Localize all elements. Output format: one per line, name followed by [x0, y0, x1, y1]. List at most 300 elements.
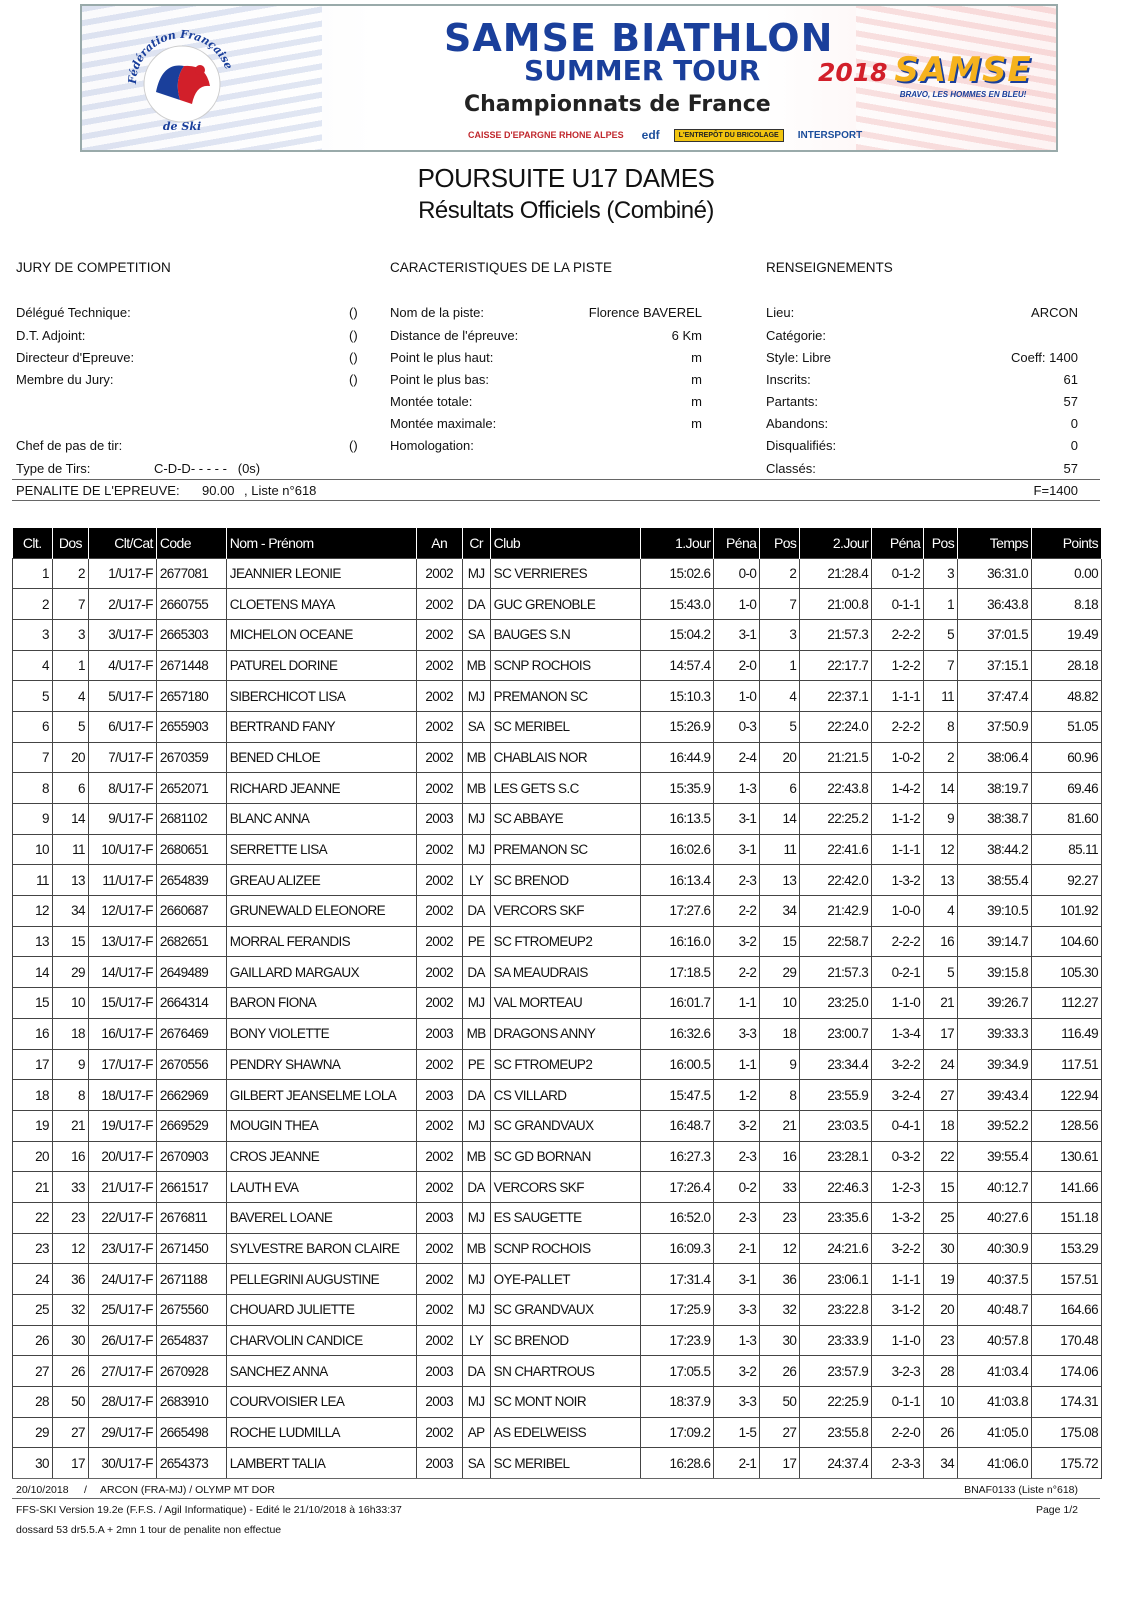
info-label: Abandons: [766, 416, 829, 431]
points-cell: 8.18 [1031, 589, 1101, 620]
club-cell: SC GRANDVAUX [490, 1295, 640, 1326]
rank-cell: 11 [13, 865, 53, 896]
licence-code-cell: 2662969 [156, 1080, 226, 1111]
rank-cell: 18 [13, 1080, 53, 1111]
day2-time-cell: 23:00.7 [800, 1018, 872, 1049]
rank-category-cell: 19/U17-F [88, 1110, 156, 1141]
day2-time-cell: 22:37.1 [800, 681, 872, 712]
club-cell: SCNP ROCHOIS [490, 1233, 640, 1264]
points-cell: 0.00 [1031, 558, 1101, 589]
birth-year-cell: 2002 [416, 1325, 462, 1356]
table-row [13, 650, 1102, 681]
birth-year-cell: 2003 [416, 1018, 462, 1049]
day2-penalties-cell: 1-3-4 [872, 1018, 924, 1049]
club-cell: SC BRENOD [490, 1325, 640, 1356]
club-cell: VERCORS SKF [490, 896, 640, 927]
committee-cell: AP [462, 1417, 490, 1448]
jury-value: () [349, 350, 358, 365]
athlete-name-cell: BONY VIOLETTE [226, 1018, 416, 1049]
day2-time-cell: 23:34.4 [800, 1049, 872, 1080]
total-time-cell: 39:52.2 [958, 1110, 1032, 1141]
svg-text:Fédération Française: Fédération Française [125, 27, 236, 85]
day1-penalties-cell: 2-0 [714, 650, 760, 681]
jury-label: D.T. Adjoint: [16, 328, 86, 343]
day2-penalties-cell: 3-1-2 [872, 1295, 924, 1326]
rank-category-cell: 1/U17-F [88, 558, 156, 589]
rank-cell: 30 [13, 1448, 53, 1479]
licence-code-cell: 2681102 [156, 804, 226, 835]
table-row [13, 1141, 1102, 1172]
day1-penalties-cell: 2-3 [714, 1141, 760, 1172]
rank-category-cell: 3/U17-F [88, 619, 156, 650]
club-cell: LES GETS S.C [490, 773, 640, 804]
rank-category-cell: 20/U17-F [88, 1141, 156, 1172]
day2-position-cell: 3 [924, 558, 958, 589]
bib-cell: 18 [52, 1018, 88, 1049]
total-time-cell: 40:12.7 [958, 1172, 1032, 1203]
day2-time-cell: 23:55.8 [800, 1417, 872, 1448]
rank-cell: 6 [13, 711, 53, 742]
day1-position-cell: 32 [760, 1295, 800, 1326]
day1-time-cell: 16:13.5 [640, 804, 714, 835]
day1-position-cell: 1 [760, 650, 800, 681]
rank-category-cell: 26/U17-F [88, 1325, 156, 1356]
day1-position-cell: 30 [760, 1325, 800, 1356]
total-time-cell: 38:38.7 [958, 804, 1032, 835]
day2-time-cell: 21:00.8 [800, 589, 872, 620]
table-row [13, 1080, 1102, 1111]
points-cell: 151.18 [1031, 1202, 1101, 1233]
club-cell: SC FTROMEUP2 [490, 926, 640, 957]
club-cell: SC MERIBEL [490, 1448, 640, 1479]
birth-year-cell: 2003 [416, 804, 462, 835]
day2-time-cell: 23:57.9 [800, 1356, 872, 1387]
birth-year-cell: 2002 [416, 558, 462, 589]
day1-time-cell: 17:27.6 [640, 896, 714, 927]
licence-code-cell: 2665498 [156, 1417, 226, 1448]
chef-tir-label: Chef de pas de tir: [16, 438, 123, 453]
day2-position-cell: 19 [924, 1264, 958, 1295]
club-cell: SC ABBAYE [490, 804, 640, 835]
committee-cell: MJ [462, 558, 490, 589]
athlete-name-cell: MOUGIN THEA [226, 1110, 416, 1141]
bib-cell: 13 [52, 865, 88, 896]
licence-code-cell: 2654373 [156, 1448, 226, 1479]
day1-time-cell: 17:18.5 [640, 957, 714, 988]
points-cell: 175.08 [1031, 1417, 1101, 1448]
club-cell: SC FTROMEUP2 [490, 1049, 640, 1080]
rank-cell: 20 [13, 1141, 53, 1172]
rank-cell: 8 [13, 773, 53, 804]
rank-cell: 9 [13, 804, 53, 835]
table-row [13, 1264, 1102, 1295]
footer-date: 20/10/2018 [16, 1484, 69, 1496]
table-row [13, 711, 1102, 742]
rank-cell: 28 [13, 1387, 53, 1418]
rank-category-cell: 24/U17-F [88, 1264, 156, 1295]
birth-year-cell: 2002 [416, 834, 462, 865]
rank-cell: 2 [13, 589, 53, 620]
day1-position-cell: 9 [760, 1049, 800, 1080]
rank-cell: 16 [13, 1018, 53, 1049]
birth-year-cell: 2002 [416, 650, 462, 681]
licence-code-cell: 2670556 [156, 1049, 226, 1080]
licence-code-cell: 2654837 [156, 1325, 226, 1356]
rank-category-cell: 2/U17-F [88, 589, 156, 620]
day1-penalties-cell: 3-3 [714, 1387, 760, 1418]
total-time-cell: 39:14.7 [958, 926, 1032, 957]
committee-cell: MB [462, 773, 490, 804]
birth-year-cell: 2002 [416, 1233, 462, 1264]
licence-code-cell: 2671450 [156, 1233, 226, 1264]
col-header: Péna [872, 528, 924, 558]
jury-value: () [349, 305, 358, 320]
points-cell: 170.48 [1031, 1325, 1101, 1356]
intersport-logo: INTERSPORT [797, 129, 863, 141]
bib-cell: 33 [52, 1172, 88, 1203]
renseignements-title: RENSEIGNEMENTS [766, 260, 893, 275]
points-cell: 117.51 [1031, 1049, 1101, 1080]
day1-position-cell: 13 [760, 865, 800, 896]
rank-category-cell: 8/U17-F [88, 773, 156, 804]
athlete-name-cell: BENED CHLOE [226, 742, 416, 773]
licence-code-cell: 2657180 [156, 681, 226, 712]
committee-cell: MJ [462, 1387, 490, 1418]
bib-cell: 12 [52, 1233, 88, 1264]
day2-time-cell: 21:28.4 [800, 558, 872, 589]
info-value: 57 [1063, 394, 1078, 409]
day1-penalties-cell: 1-3 [714, 773, 760, 804]
committee-cell: MJ [462, 804, 490, 835]
committee-cell: MJ [462, 1264, 490, 1295]
day1-time-cell: 15:02.6 [640, 558, 714, 589]
committee-cell: DA [462, 957, 490, 988]
day1-position-cell: 20 [760, 742, 800, 773]
chef-tir-value: () [349, 438, 358, 453]
day1-penalties-cell: 2-2 [714, 957, 760, 988]
club-cell: CS VILLARD [490, 1080, 640, 1111]
total-time-cell: 38:19.7 [958, 773, 1032, 804]
day1-penalties-cell: 3-2 [714, 926, 760, 957]
licence-code-cell: 2671448 [156, 650, 226, 681]
table-row [13, 558, 1102, 589]
athlete-name-cell: SERRETTE LISA [226, 834, 416, 865]
day1-time-cell: 15:35.9 [640, 773, 714, 804]
day2-penalties-cell: 1-3-2 [872, 1202, 924, 1233]
piste-value: Florence BAVEREL [588, 305, 702, 320]
total-time-cell: 38:44.2 [958, 834, 1032, 865]
day1-time-cell: 14:57.4 [640, 650, 714, 681]
day1-position-cell: 27 [760, 1417, 800, 1448]
day2-time-cell: 21:21.5 [800, 742, 872, 773]
birth-year-cell: 2002 [416, 589, 462, 620]
day1-position-cell: 12 [760, 1233, 800, 1264]
club-cell: SCNP ROCHOIS [490, 650, 640, 681]
bib-cell: 23 [52, 1202, 88, 1233]
day1-penalties-cell: 1-0 [714, 681, 760, 712]
committee-cell: MJ [462, 834, 490, 865]
total-time-cell: 41:05.0 [958, 1417, 1032, 1448]
club-cell: PREMANON SC [490, 834, 640, 865]
bib-cell: 16 [52, 1141, 88, 1172]
table-row [13, 926, 1102, 957]
birth-year-cell: 2002 [416, 711, 462, 742]
committee-cell: PE [462, 926, 490, 957]
total-time-cell: 37:01.5 [958, 619, 1032, 650]
day1-penalties-cell: 1-1 [714, 1049, 760, 1080]
licence-code-cell: 2669529 [156, 1110, 226, 1141]
bib-cell: 6 [52, 773, 88, 804]
day2-position-cell: 20 [924, 1295, 958, 1326]
points-cell: 48.82 [1031, 681, 1101, 712]
points-cell: 19.49 [1031, 619, 1101, 650]
day1-time-cell: 15:47.5 [640, 1080, 714, 1111]
tirs-label: Type de Tirs: [16, 461, 91, 476]
bib-cell: 3 [52, 619, 88, 650]
points-cell: 101.92 [1031, 896, 1101, 927]
day2-penalties-cell: 1-1-0 [872, 988, 924, 1019]
table-row [13, 1018, 1102, 1049]
day1-time-cell: 15:26.9 [640, 711, 714, 742]
sponsor-logos [464, 126, 866, 144]
licence-code-cell: 2660755 [156, 589, 226, 620]
day2-position-cell: 9 [924, 804, 958, 835]
day1-penalties-cell: 3-3 [714, 1295, 760, 1326]
day2-position-cell: 12 [924, 834, 958, 865]
day2-position-cell: 2 [924, 742, 958, 773]
piste-label: Point le plus haut: [390, 350, 494, 365]
athlete-name-cell: GILBERT JEANSELME LOLA [226, 1080, 416, 1111]
rank-category-cell: 5/U17-F [88, 681, 156, 712]
rank-category-cell: 23/U17-F [88, 1233, 156, 1264]
total-time-cell: 39:43.4 [958, 1080, 1032, 1111]
club-cell: VERCORS SKF [490, 1172, 640, 1203]
day1-time-cell: 15:04.2 [640, 619, 714, 650]
birth-year-cell: 2003 [416, 1448, 462, 1479]
day2-time-cell: 22:25.9 [800, 1387, 872, 1418]
day2-penalties-cell: 1-1-0 [872, 1325, 924, 1356]
club-cell: SC BRENOD [490, 865, 640, 896]
club-cell: SN CHARTROUS [490, 1356, 640, 1387]
penalite-liste: , Liste n°618 [244, 483, 317, 498]
club-cell: SC GD BORNAN [490, 1141, 640, 1172]
day2-penalties-cell: 0-2-1 [872, 957, 924, 988]
bib-cell: 20 [52, 742, 88, 773]
rank-cell: 5 [13, 681, 53, 712]
day2-penalties-cell: 3-2-2 [872, 1233, 924, 1264]
day2-penalties-cell: 1-2-2 [872, 650, 924, 681]
bib-cell: 15 [52, 926, 88, 957]
day2-time-cell: 22:24.0 [800, 711, 872, 742]
day2-position-cell: 1 [924, 589, 958, 620]
total-time-cell: 39:33.3 [958, 1018, 1032, 1049]
table-row [13, 896, 1102, 927]
athlete-name-cell: BLANC ANNA [226, 804, 416, 835]
athlete-name-cell: PATUREL DORINE [226, 650, 416, 681]
licence-code-cell: 2676811 [156, 1202, 226, 1233]
bib-cell: 7 [52, 589, 88, 620]
points-cell: 153.29 [1031, 1233, 1101, 1264]
table-row [13, 834, 1102, 865]
jury-label: Directeur d'Epreuve: [16, 350, 135, 365]
info-label: Classés: [766, 461, 816, 476]
club-cell: SC GRANDVAUX [490, 1110, 640, 1141]
table-row [13, 742, 1102, 773]
rank-category-cell: 27/U17-F [88, 1356, 156, 1387]
rank-category-cell: 21/U17-F [88, 1172, 156, 1203]
day1-penalties-cell: 3-3 [714, 1018, 760, 1049]
total-time-cell: 41:06.0 [958, 1448, 1032, 1479]
rank-cell: 4 [13, 650, 53, 681]
club-cell: SC VERRIERES [490, 558, 640, 589]
day2-time-cell: 22:58.7 [800, 926, 872, 957]
info-value: 0 [1070, 416, 1078, 431]
athlete-name-cell: COURVOISIER LEA [226, 1387, 416, 1418]
day2-time-cell: 23:33.9 [800, 1325, 872, 1356]
committee-cell: MJ [462, 681, 490, 712]
day2-time-cell: 21:57.3 [800, 957, 872, 988]
rank-cell: 19 [13, 1110, 53, 1141]
points-cell: 60.96 [1031, 742, 1101, 773]
day2-penalties-cell: 2-2-2 [872, 619, 924, 650]
rank-cell: 24 [13, 1264, 53, 1295]
rank-cell: 17 [13, 1049, 53, 1080]
rank-cell: 22 [13, 1202, 53, 1233]
day1-time-cell: 17:05.5 [640, 1356, 714, 1387]
birth-year-cell: 2002 [416, 865, 462, 896]
day1-time-cell: 16:13.4 [640, 865, 714, 896]
day1-penalties-cell: 1-0 [714, 589, 760, 620]
rank-cell: 3 [13, 619, 53, 650]
results-table [12, 528, 1102, 1479]
bib-cell: 29 [52, 957, 88, 988]
rank-category-cell: 25/U17-F [88, 1295, 156, 1326]
day2-time-cell: 23:28.1 [800, 1141, 872, 1172]
info-value: 61 [1063, 372, 1078, 387]
banner-year: 2018 [818, 58, 888, 87]
points-cell: 105.30 [1031, 957, 1101, 988]
day1-penalties-cell: 0-0 [714, 558, 760, 589]
points-cell: 51.05 [1031, 711, 1101, 742]
table-row [13, 1325, 1102, 1356]
day1-time-cell: 16:32.6 [640, 1018, 714, 1049]
rank-category-cell: 28/U17-F [88, 1387, 156, 1418]
bib-cell: 36 [52, 1264, 88, 1295]
table-row [13, 957, 1102, 988]
rank-category-cell: 11/U17-F [88, 865, 156, 896]
day1-position-cell: 34 [760, 896, 800, 927]
info-value: Coeff: 1400 [1011, 350, 1078, 365]
col-header: Clt/Cat [88, 528, 156, 558]
results-subtitle: Résultats Officiels (Combiné) [418, 197, 714, 224]
day2-penalties-cell: 1-0-2 [872, 742, 924, 773]
day1-position-cell: 4 [760, 681, 800, 712]
caisse-epargne-logo: CAISSE D'EPARGNE RHONE ALPES [468, 130, 624, 140]
rank-category-cell: 30/U17-F [88, 1448, 156, 1479]
day2-position-cell: 5 [924, 619, 958, 650]
col-header: Clt. [13, 528, 53, 558]
committee-cell: MB [462, 1141, 490, 1172]
club-cell: OYE-PALLET [490, 1264, 640, 1295]
bib-cell: 32 [52, 1295, 88, 1326]
athlete-name-cell: CHARVOLIN CANDICE [226, 1325, 416, 1356]
day1-position-cell: 18 [760, 1018, 800, 1049]
day2-penalties-cell: 0-3-2 [872, 1141, 924, 1172]
athlete-name-cell: PELLEGRINI AUGUSTINE [226, 1264, 416, 1295]
athlete-name-cell: BAVEREL LOANE [226, 1202, 416, 1233]
day1-position-cell: 29 [760, 957, 800, 988]
jury-value: () [349, 372, 358, 387]
day2-penalties-cell: 2-3-3 [872, 1448, 924, 1479]
ffs-logo-icon [122, 22, 242, 138]
col-header: Dos [52, 528, 88, 558]
piste-value: m [691, 394, 702, 409]
licence-code-cell: 2655903 [156, 711, 226, 742]
table-row [13, 865, 1102, 896]
rank-category-cell: 4/U17-F [88, 650, 156, 681]
table-row [13, 988, 1102, 1019]
birth-year-cell: 2002 [416, 681, 462, 712]
day2-penalties-cell: 1-1-1 [872, 681, 924, 712]
licence-code-cell: 2661517 [156, 1172, 226, 1203]
birth-year-cell: 2002 [416, 619, 462, 650]
day2-position-cell: 34 [924, 1448, 958, 1479]
bib-cell: 27 [52, 1417, 88, 1448]
athlete-name-cell: PENDRY SHAWNA [226, 1049, 416, 1080]
licence-code-cell: 2649489 [156, 957, 226, 988]
day2-time-cell: 22:41.6 [800, 834, 872, 865]
licence-code-cell: 2670359 [156, 742, 226, 773]
club-cell: BAUGES S.N [490, 619, 640, 650]
birth-year-cell: 2003 [416, 1356, 462, 1387]
rank-cell: 1 [13, 558, 53, 589]
day2-position-cell: 17 [924, 1018, 958, 1049]
athlete-name-cell: SANCHEZ ANNA [226, 1356, 416, 1387]
licence-code-cell: 2664314 [156, 988, 226, 1019]
total-time-cell: 41:03.8 [958, 1387, 1032, 1418]
rank-category-cell: 9/U17-F [88, 804, 156, 835]
day2-penalties-cell: 0-1-1 [872, 589, 924, 620]
results-body [13, 558, 1102, 1479]
day2-position-cell: 24 [924, 1049, 958, 1080]
birth-year-cell: 2002 [416, 1141, 462, 1172]
licence-code-cell: 2660687 [156, 896, 226, 927]
event-title: POURSUITE U17 DAMES [417, 163, 715, 193]
day2-penalties-cell: 1-0-0 [872, 896, 924, 927]
athlete-name-cell: LAUTH EVA [226, 1172, 416, 1203]
day1-time-cell: 16:16.0 [640, 926, 714, 957]
day1-penalties-cell: 3-2 [714, 1356, 760, 1387]
table-row [13, 589, 1102, 620]
day2-position-cell: 5 [924, 957, 958, 988]
total-time-cell: 40:27.6 [958, 1202, 1032, 1233]
birth-year-cell: 2002 [416, 742, 462, 773]
bib-cell: 30 [52, 1325, 88, 1356]
day1-penalties-cell: 0-3 [714, 711, 760, 742]
day1-penalties-cell: 3-1 [714, 619, 760, 650]
points-cell: 116.49 [1031, 1018, 1101, 1049]
info-value: 0 [1070, 438, 1078, 453]
rank-cell: 26 [13, 1325, 53, 1356]
day1-position-cell: 2 [760, 558, 800, 589]
piste-value: m [691, 416, 702, 431]
rank-cell: 27 [13, 1356, 53, 1387]
table-row [13, 773, 1102, 804]
day1-position-cell: 7 [760, 589, 800, 620]
piste-label: Nom de la piste: [390, 305, 484, 320]
rank-category-cell: 22/U17-F [88, 1202, 156, 1233]
day2-time-cell: 23:55.9 [800, 1080, 872, 1111]
